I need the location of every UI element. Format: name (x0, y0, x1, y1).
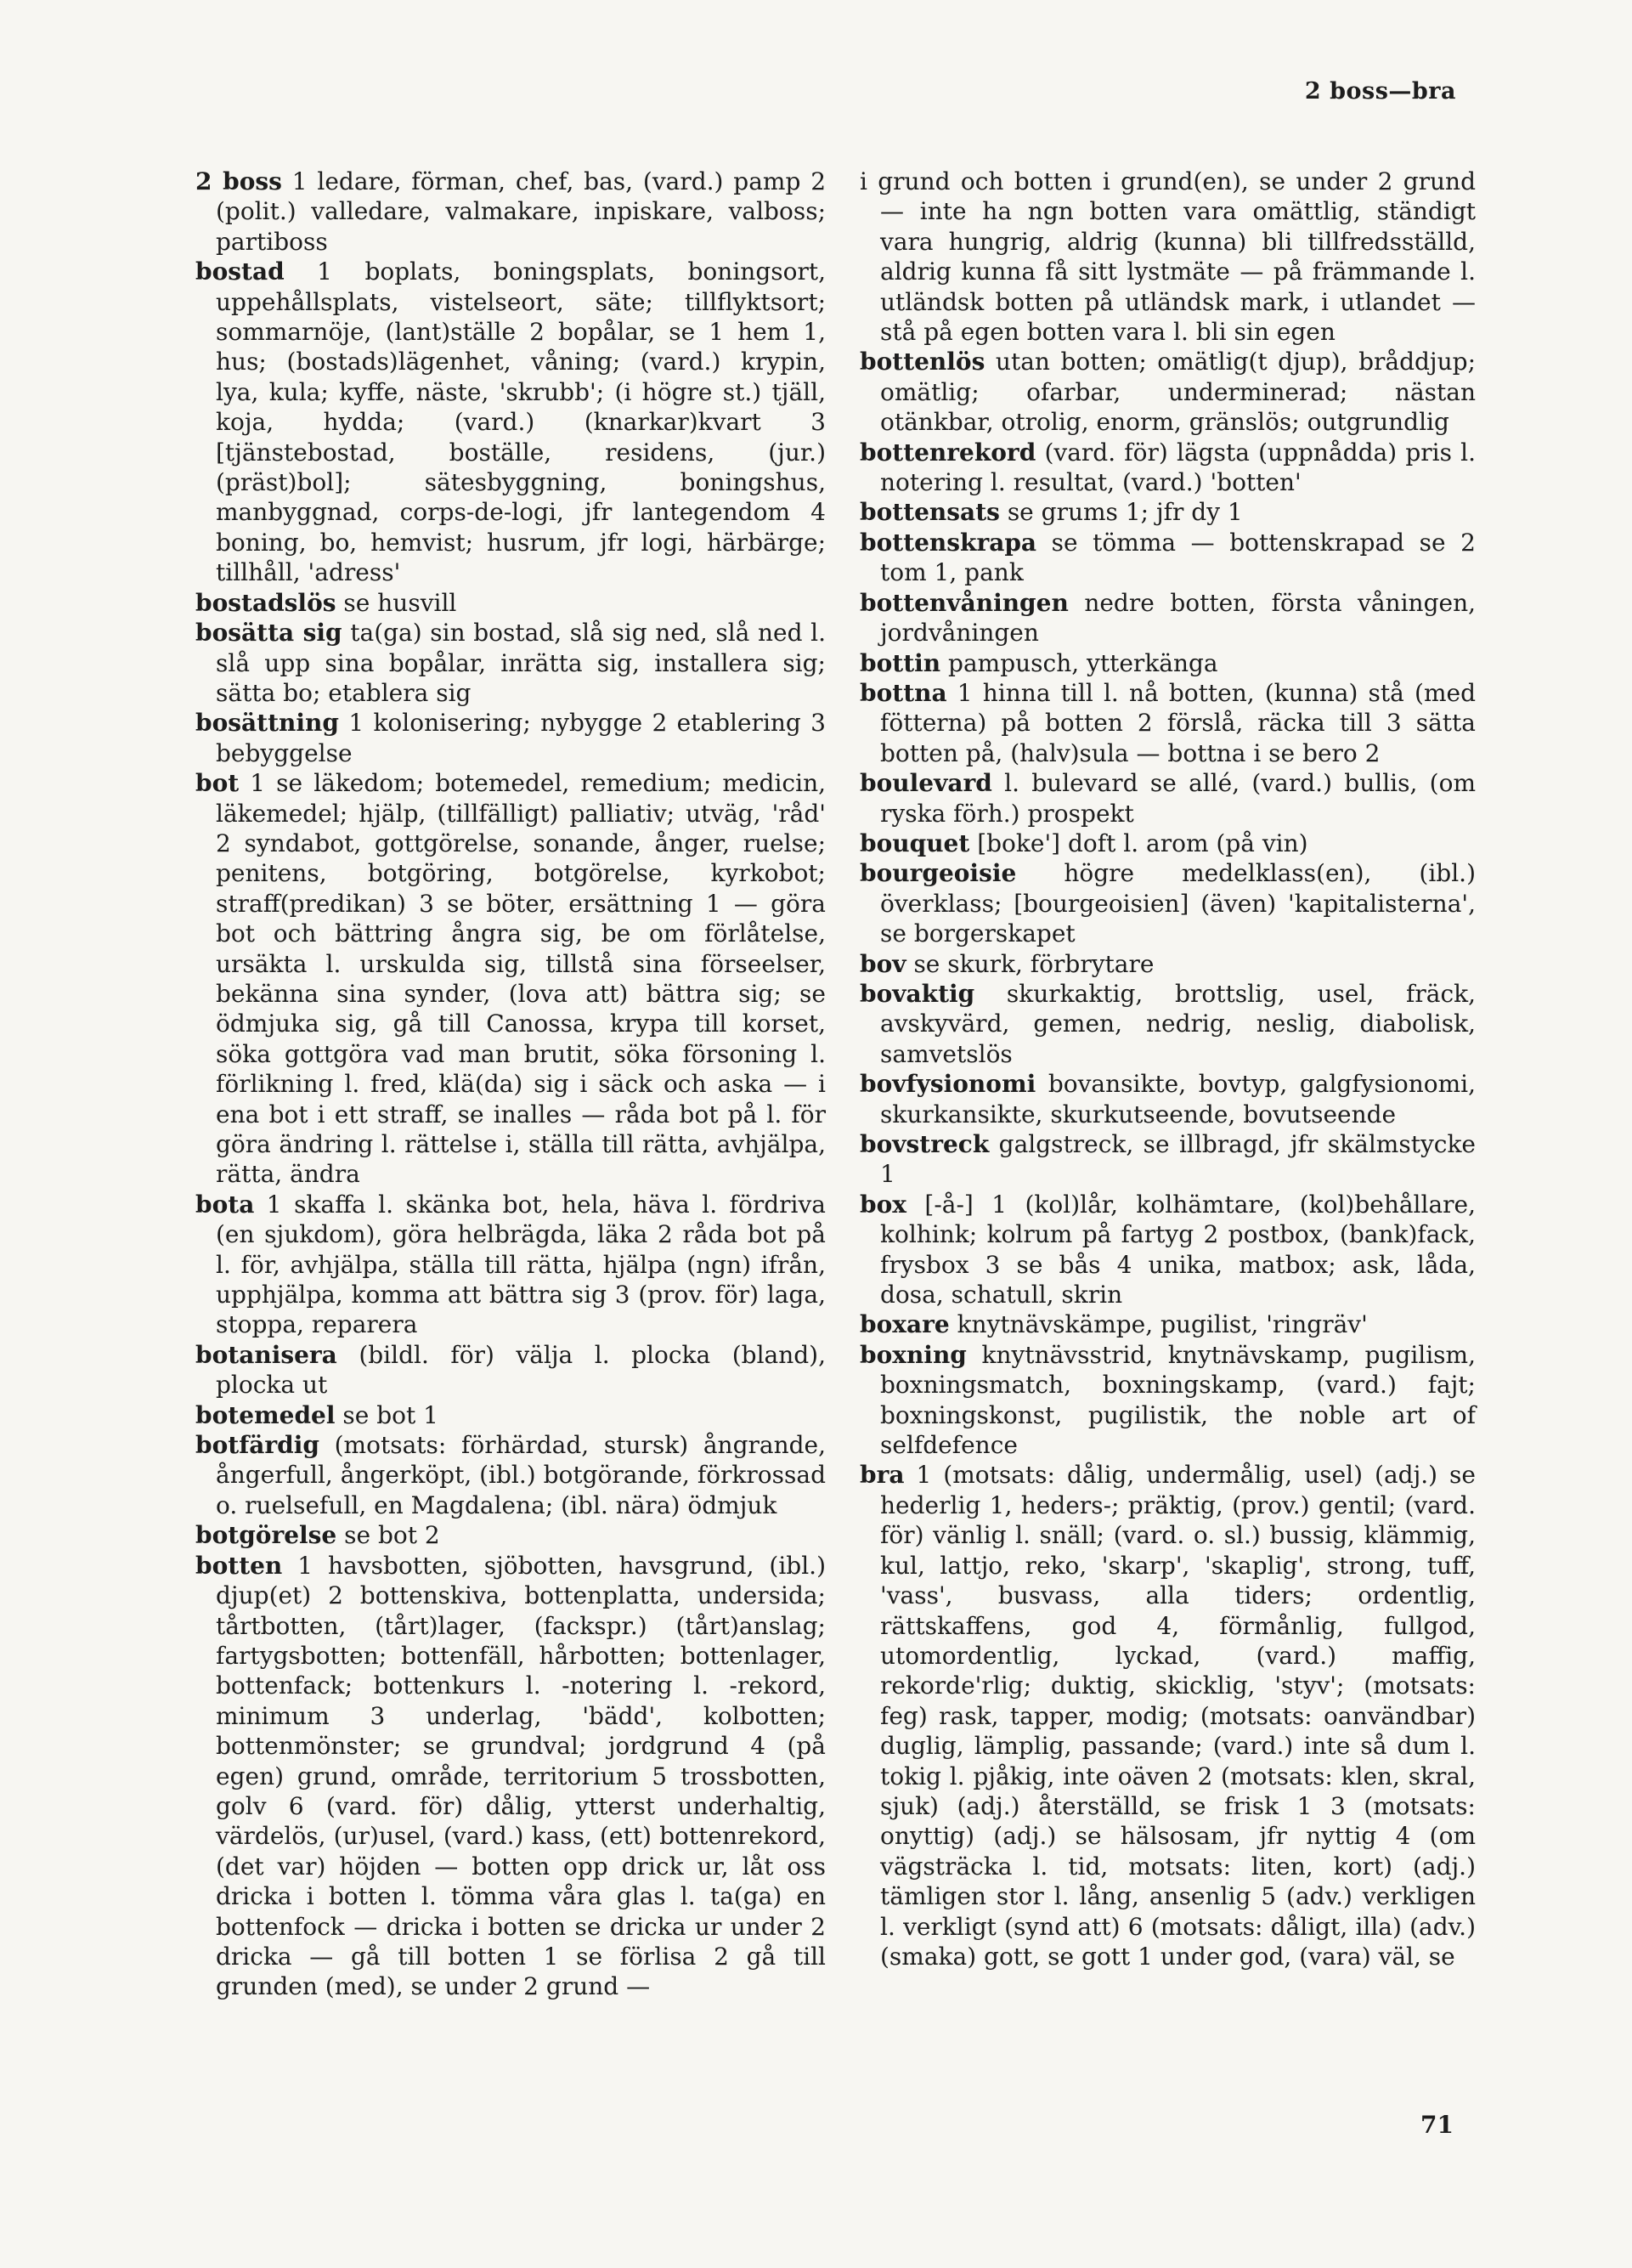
entry-text: 1 se läkedom; botemedel, remedium; medicin, läkemedel; hjälp, (tillfälligt) palliativ; utväg, 'råd' 2 syndabot, gottgörelse, sonande, ånger, ruelse; penitens, botgöring, botgörelse, kyrkobot; straff(predikan) 3 se böter, ersättning 1 — göra bot och bättring ångra sig, be om förlåtelse, ursäkta l. urskulda sig, tillstå sina förseelser, bekänna sina synder, (lova att) bättra sig; se ödmjuka sig, gå till Canossa, krypa till korset, söka gottgöra vad man brutit, söka försoning l. förlikning l. fred, klä(da) sig i säck och aska — i ena bot i ett straff, se inalles — råda bot på l. för göra ändring l. rättelse i, ställa till rätta, avhjälpa, rätta, ändra (216, 769, 827, 1189)
dictionary-entry (860, 528, 1476, 588)
entry-text: [-å-] 1 (kol)lår, kolhämtare, (kol)behållare, kolhink; kolrum på fartyg 2 postbox, (bank)fack, frysbox 3 se bås 4 unika, matbox; ask, låda, dosa, schatull, skrin (880, 1190, 1477, 1309)
entry-text: högre medelklass(en), (ibl.) överklass; [bourgeoisien] (även) 'kapitalisterna', se borgerskapet (880, 859, 1476, 948)
headword: bouquet (860, 829, 970, 857)
headword: boulevard (860, 769, 992, 798)
headword: boxning (860, 1340, 967, 1369)
left-column (195, 167, 826, 2002)
dictionary-entry (860, 648, 1476, 678)
entry-text: galgstreck, se illbragd, jfr skälmstycke 1 (880, 1130, 1476, 1189)
headword: bovaktig (860, 979, 975, 1008)
dictionary-entry (860, 1309, 1476, 1339)
entry-text: i grund och botten i grund(en), se under 2 grund — inte ha ngn botten vara omättlig, ständigt vara hungrig, aldrig (kunna) bli tillfredsställd, aldrig kunna få sitt lystmäte — på främmande l. utländsk botten på utländsk mark, i utlandet — stå på egen botten vara l. bli sin egen (860, 167, 1476, 347)
entry-text: (bildl. för) välja l. plocka (bland), plocka ut (216, 1340, 826, 1400)
dictionary-entry (860, 768, 1476, 829)
dictionary-entry (860, 949, 1476, 979)
dictionary-entry (860, 979, 1476, 1069)
entry-text: (vard. för) lägsta (uppnådda) pris l. notering l. resultat, (vard.) 'botten' (880, 438, 1476, 497)
entry-text: se bot 1 (342, 1400, 438, 1429)
entry-text: se bot 2 (344, 1521, 440, 1550)
dictionary-entry (860, 678, 1476, 768)
headword: bra (860, 1461, 905, 1490)
dictionary-entry (195, 1340, 826, 1400)
entry-text: l. bulevard se allé, (vard.) bullis, (om ryska förh.) prospekt (880, 769, 1476, 828)
entry-text: bovansikte, bovtyp, galgfysionomi, skurkansikte, skurkutseende, bovutseende (880, 1070, 1476, 1128)
headword: box (860, 1190, 906, 1219)
entry-text: knytnävskämpe, pugilist, 'ringräv' (957, 1310, 1368, 1339)
entry-text: 1 kolonisering; nybygge 2 etablering 3 bebyggelse (216, 709, 827, 767)
dictionary-entry (195, 708, 826, 768)
entry-text: skurkaktig, brottslig, usel, fräck, avskyvärd, gemen, nedrig, neslig, diabolisk, samvetslös (880, 979, 1476, 1068)
dictionary-entry (195, 167, 826, 257)
headword: botten (195, 1551, 283, 1580)
dictionary-entry (860, 1129, 1476, 1190)
dictionary-entry (860, 588, 1476, 648)
dictionary-entry (860, 347, 1476, 437)
dictionary-entry (860, 438, 1476, 498)
entry-text: pampusch, ytterkänga (948, 648, 1218, 677)
headword: bot (195, 769, 240, 798)
headword: bottensats (860, 498, 1000, 527)
headword: bostadslös (195, 588, 336, 617)
headword: bov (860, 949, 906, 978)
dictionary-entry (195, 588, 826, 618)
dictionary-entry (195, 1400, 826, 1430)
headword: bota (195, 1190, 255, 1219)
entry-text: 1 (motsats: dålig, undermålig, usel) (adj.) se hederlig 1, heders-; präktig, (prov.) gentil; (vard. för) vänlig l. snäll; (vard. o. sl.) bussig, klämmig, kul, lattjo, reko, 'skarp', 'skaplig', strong, tuff, 'vass', busvass, alla tiders; ordentlig, rättskaffens, god 4, förmånlig, fullgod, utomordentlig, lyckad, (vard.) maffig, rekorde'rlig; duktig, skicklig, 'styv'; (motsats: feg) rask, tapper, modig; (motsats: oanvändbar) duglig, lämplig, passande; (vard.) inte så dum l. tokig l. pjåkig, inte oäven 2 (motsats: klen, skral, sjuk) (adj.) återställd, se frisk 1 3 (motsats: onyttig) (adj.) se hälsosam, jfr nyttig 4 (om vägsträcka l. tid, motsats: liten, kort) (adj.) tämligen stor l. lång, ansenlig 5 (adv.) verkligen l. verkligt (synd att) 6 (motsats: dåligt, illa) (adv.) (smaka) gott, se gott 1 under god, (vara) väl, se (880, 1461, 1476, 1971)
headword: bourgeoisie (860, 859, 1017, 888)
dictionary-entry (195, 768, 826, 1190)
headword: boxare (860, 1310, 950, 1339)
right-column (860, 167, 1476, 1971)
entry-text: se skurk, förbrytare (913, 949, 1155, 978)
entry-text: (motsats: förhärdad, stursk) ångrande, ångerfull, ångerköpt, (ibl.) botgörande, förkrossad o. ruelsefull, en Magdalena; (ibl. nära) ödmjuk (216, 1431, 827, 1519)
dictionary-entry (860, 858, 1476, 948)
headword: botfärdig (195, 1431, 319, 1460)
dictionary-entry (195, 1190, 826, 1340)
dictionary-entry (195, 1551, 826, 2002)
headword: bosätta sig (195, 619, 342, 648)
headword: bottenlös (860, 348, 985, 376)
entry-text: se tömma — bottenskrapad se 2 tom 1, pank (880, 528, 1476, 587)
headword: botemedel (195, 1400, 336, 1429)
dictionary-entry (195, 618, 826, 708)
entry-text: se husvill (343, 588, 457, 617)
dictionary-entry (195, 1430, 826, 1520)
running-head: 2 boss—bra (1304, 78, 1456, 105)
dictionary-entry (195, 257, 826, 587)
headword: bovfysionomi (860, 1070, 1036, 1099)
dictionary-entry (860, 829, 1476, 858)
entry-text: [boke'] doft l. arom (på vin) (977, 829, 1308, 857)
entry-text: utan botten; omätlig(t djup), bråddjup; omätlig; ofarbar, underminerad; nästan otänkbar, otrolig, enorm, gränslös; outgrundlig (880, 348, 1477, 437)
entry-text: 1 skaffa l. skänka bot, hela, häva l. fördriva (en sjukdom), göra helbrägda, läka 2 råda bot på l. för, avhjälpa, ställa till rätta, hjälpa (ngn) ifrån, upphjälpa, komma att bättra sig 3 (prov. för) laga, stoppa, reparera (216, 1190, 826, 1339)
entry-text: knytnävsstrid, knytnävskamp, pugilism, boxningsmatch, boxningskamp, (vard.) fajt; boxningskonst, pugilistik, the noble art of selfdefence (880, 1340, 1477, 1460)
entry-text: 1 boplats, boningsplats, boningsort, uppehållsplats, vistelseort, säte; tillflyktsort; sommarnöje, (lant)ställe 2 bopålar, se 1 hem 1, hus; (bostads)lägenhet, våning; (vard.) krypin, lya, kula; kyffe, näste, 'skrubb'; (i högre st.) tjäll, koja, hydda; (vard.) (knarkar)kvart 3 [tjänstebostad, boställe, residens, (jur.) (präst)bol]; sätesbyggning, boningshus, manbyggnad, corps-de-logi, jfr lantegendom 4 boning, bo, hemvist; husrum, jfr logi, härbärge; tillhåll, 'adress' (216, 257, 826, 587)
entry-text: nedre botten, första våningen, jordvåningen (880, 588, 1476, 648)
dictionary-entry (860, 1340, 1476, 1461)
headword: bottenrekord (860, 438, 1036, 467)
headword: botgörelse (195, 1521, 337, 1550)
headword: bottna (860, 678, 947, 707)
headword: bovstreck (860, 1130, 990, 1158)
headword: botanisera (195, 1340, 337, 1369)
headword: bottenskrapa (860, 528, 1037, 557)
headword: bottenvåningen (860, 588, 1069, 617)
headword: 2 boss (195, 167, 282, 195)
entry-text: 1 ledare, förman, chef, bas, (vard.) pamp 2 (polit.) valledare, valmakare, inpiskare, valboss; partiboss (216, 167, 827, 256)
headword: bottin (860, 648, 941, 677)
entry-text: se grums 1; jfr dy 1 (1007, 498, 1243, 527)
headword: bostad (195, 257, 285, 286)
entry-text: 1 hinna till l. nå botten, (kunna) stå (med fötterna) på botten 2 förslå, räcka till 3 sätta botten på, (halv)sula — bottna i se bero 2 (880, 678, 1476, 767)
entry-text: 1 havsbotten, sjöbotten, havsgrund, (ibl.) djup(et) 2 bottenskiva, bottenplatta, undersida; tårtbotten, (tårt)lager, (fackspr.) (tårt)anslag; fartygsbotten; bottenfäll, hårbotten; bottenlager, bottenfack; bottenkurs l. -notering l. -rekord, minimum 3 underlag, 'bädd', kolbotten; bottenmönster; se grundval; jordgrund 4 (på egen) grund, område, territorium 5 trossbotten, golv 6 (vard. för) dålig, ytterst underhaltig, värdelös, (ur)usel, (vard.) kass, (ett) bottenrekord, (det var) höjden — botten opp drick ur, låt oss dricka i botten l. tömma våra glas l. ta(ga) en bottenfock — dricka i botten se dricka ur under 2 dricka — gå till botten 1 se förlisa 2 gå till grunden (med), se under 2 grund — (216, 1551, 827, 2001)
dictionary-entry (860, 167, 1476, 347)
dictionary-entry (860, 1460, 1476, 1971)
dictionary-entry (195, 1520, 826, 1550)
dictionary-entry (860, 1190, 1476, 1310)
dictionary-entry (860, 1069, 1476, 1129)
entry-text: ta(ga) sin bostad, slå sig ned, slå ned l. slå upp sina bopålar, inrätta sig, installera sig; sätta bo; etablera sig (216, 619, 826, 707)
headword: bosättning (195, 709, 339, 738)
dictionary-entry (860, 497, 1476, 527)
page-number: 71 (1420, 2111, 1454, 2139)
